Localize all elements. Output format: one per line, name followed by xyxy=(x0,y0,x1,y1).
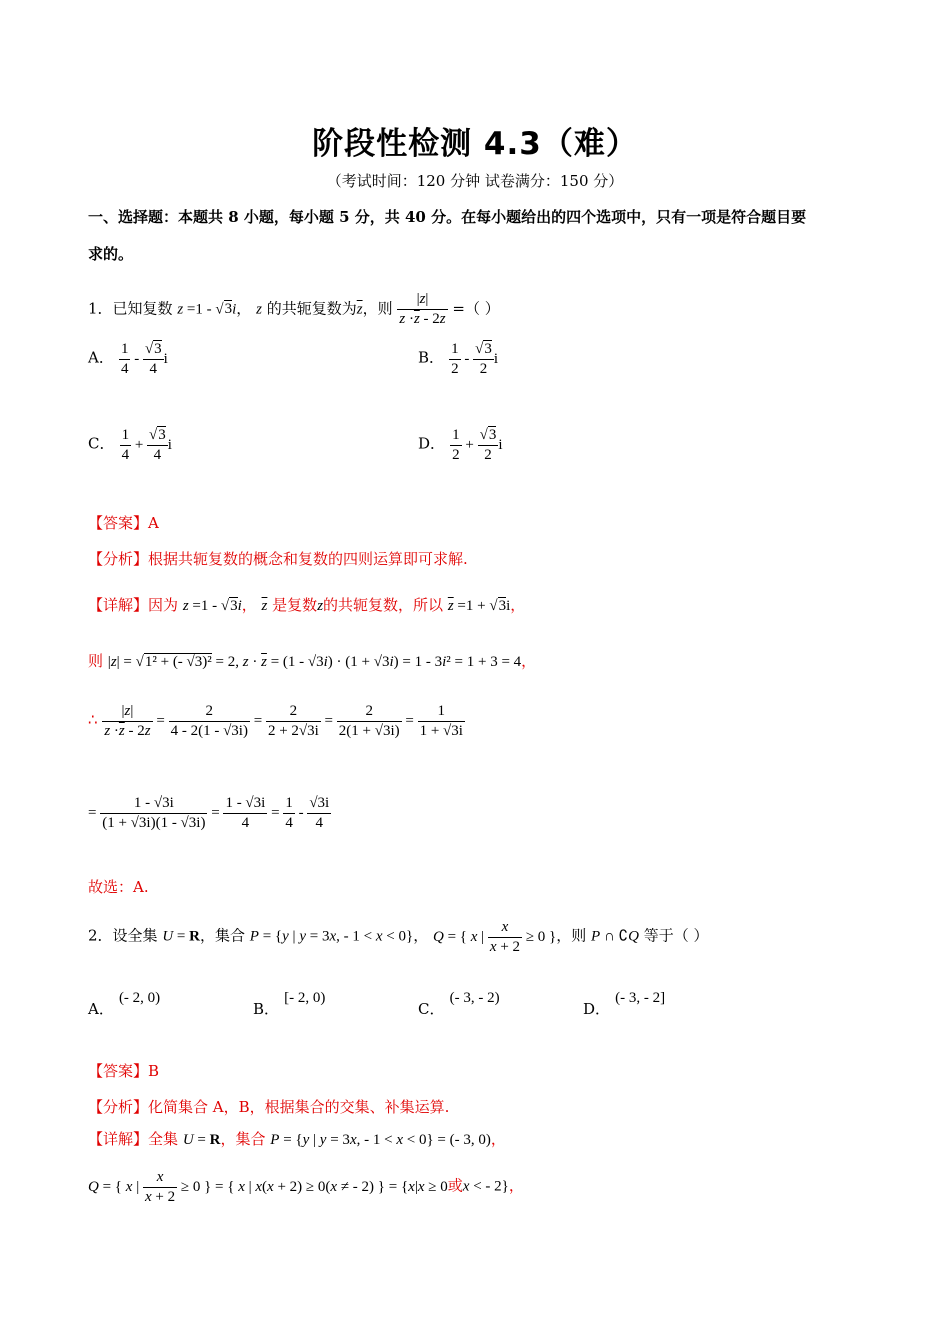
section-heading-line1: 一、选择题：本题共 8 小题，每小题 5 分，共 40 分。在每小题给出的四个选项中，只有一项是符合题目要 xyxy=(88,208,807,226)
q2-option-c-value: (- 3, - 2) xyxy=(449,990,500,1006)
q1-mid-text: 的共轭复数为 xyxy=(266,299,357,318)
q1-conclusion: 故选：A. xyxy=(88,878,149,896)
q1-analysis: 【分析】根据共轭复数的概念和复数的四则运算即可求解. xyxy=(88,550,468,568)
q1-z-definition: z =1 - √3i xyxy=(177,301,237,318)
exam-info: （考试时间：120 分钟 试卷满分：150 分） xyxy=(326,172,624,190)
q1-detail-line3: ∴ $\frac{|z|}{z \cdot\overline{z} - 2z}$ = $\frac{2}{4 - 2(1 - √3i)}$ = $\frac{2}{2 + 2√3i}$ = $\frac{2}{2(1 + √3i)}$ = $\frac{1}{1 + √3i}$ xyxy=(88,703,463,739)
q1-detail-line1: 【详解】因为 z =1 - √3i， $\overline{z}$ 是复数z的共轭复数，所以 $\overline{z} =1 + √3i$， xyxy=(88,596,526,614)
q1-expression-fraction: $\frac{|z|}{z \cdot\overline{z} - 2z}$ xyxy=(399,291,446,327)
q2-option-d[interactable]: D． (- 3, - 2] xyxy=(583,990,666,1018)
q1-z-symbol: z xyxy=(256,301,262,318)
q2-option-b-value: [- 2, 0) xyxy=(284,990,326,1006)
page-title: 阶段性检测 4.3（难） xyxy=(312,126,638,162)
q2-option-c[interactable]: C． (- 3, - 2) xyxy=(418,990,500,1018)
q1-option-d[interactable]: D． $\frac{1}{2}$ + $\frac{√3}{2}$ i xyxy=(418,427,503,463)
q2-option-b[interactable]: B． [- 2, 0) xyxy=(253,990,326,1018)
q2-answer: 【答案】B xyxy=(88,1062,160,1080)
q1-answer: 【答案】A xyxy=(88,514,159,532)
q1-detail-line4: = $\frac{1 - √3i}{(1 + √3i)(1 - √3i)}$ = $\frac{1 - √3i}{4}$ = $\frac{1}{4}$ - $\frac{√3i}{4}$ xyxy=(88,795,330,831)
q2-detail-line2: Q = { x | $\frac{x}{x + 2}$ ≥ 0 } = { x | x(x + 2) ≥ 0(x ≠ - 2) } = {x|x ≥ 0或x < - 2}， xyxy=(88,1169,524,1205)
q1-zbar-symbol: $\overline{z}$ xyxy=(356,301,363,318)
q1-label: 1．已知复数 xyxy=(88,299,173,318)
q2-detail-line1: 【详解】全集 U = R，集合 P = {y | y = 3x, - 1 < x < 0} = (- 3, 0)， xyxy=(88,1130,506,1148)
section-heading-line2: 求的。 xyxy=(88,245,134,263)
q1-option-a-value: $\frac{1}{4}$ - $\frac{√3}{4}$ i xyxy=(120,341,168,377)
q1-then-text: ，则 xyxy=(362,299,393,318)
q1-end-text: =（ ） xyxy=(452,299,500,318)
q2-option-a-value: (- 2, 0) xyxy=(118,990,161,1006)
question-2-stem: 2．设全集 U = R，集合 P = {y | y = 3x, - 1 < x < 0}， Q = { x | $\frac{x}{x + 2}$ ≥ 0 }，则 P ∩ ∁Q 等于（ ） xyxy=(88,919,709,955)
q2-option-a[interactable]: A． (- 2, 0) xyxy=(88,990,161,1018)
q1-option-d-value: $\frac{1}{2}$ + $\frac{√3}{2}$ i xyxy=(452,427,503,463)
q1-detail-line2: 则 |z| = √1² + (- √3)² = 2, $z \cdot \overline{z} = (1 - √3i) \cdot (1 + √3i) = 1 - 3i^2 = 1 + 3 = 4$， xyxy=(88,652,537,670)
q2-option-d-value: (- 3, - 2] xyxy=(615,990,666,1006)
q1-option-a[interactable]: A． $\frac{1}{4}$ - $\frac{√3}{4}$ i xyxy=(88,341,168,377)
q1-option-b[interactable]: B． $\frac{1}{2}$ - $\frac{√3}{2}$ i xyxy=(418,341,499,377)
q1-option-b-value: $\frac{1}{2}$ - $\frac{√3}{2}$ i xyxy=(451,341,499,377)
q2-analysis: 【分析】化简集合 A，B，根据集合的交集、补集运算. xyxy=(88,1098,450,1116)
q1-option-c-value: $\frac{1}{4}$ + $\frac{√3}{4}$ i xyxy=(121,427,172,463)
q1-option-c[interactable]: C． $\frac{1}{4}$ + $\frac{√3}{4}$ i xyxy=(88,427,172,463)
question-1-stem: 1．已知复数 z =1 - √3i， z 的共轭复数为$\overline{z}$，则 $\frac{|z|}{z \cdot\overline{z} - 2z}$ =（ ） xyxy=(88,291,500,327)
